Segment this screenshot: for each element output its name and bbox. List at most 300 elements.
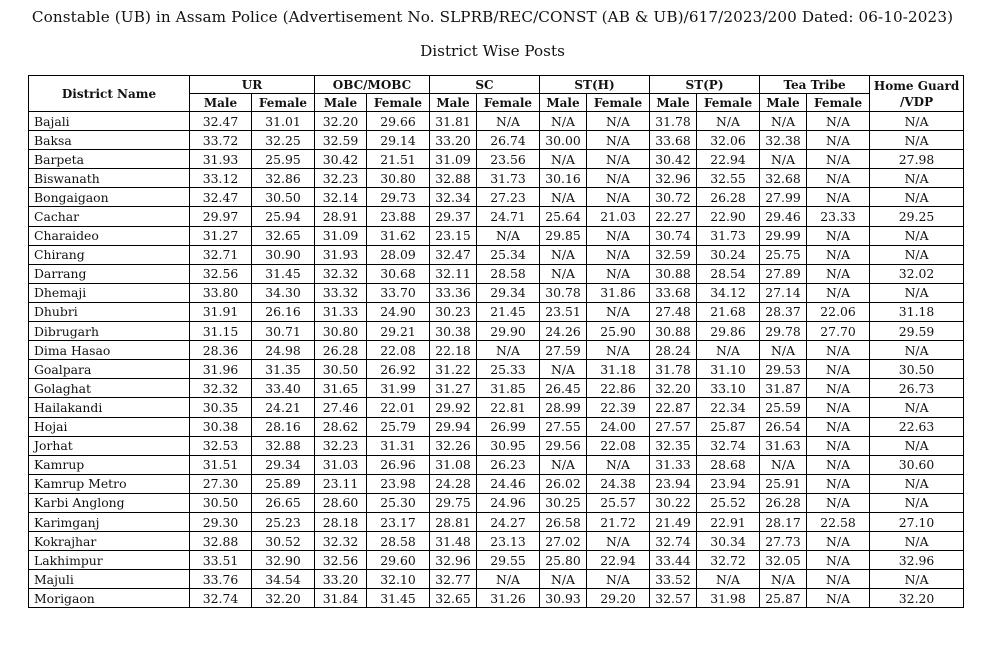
value-cell: 32.34 [430,188,477,207]
value-cell: 31.10 [697,360,760,379]
value-cell: 31.09 [315,226,367,245]
value-cell: 31.85 [477,379,540,398]
subheader-female: Female [252,94,315,112]
value-cell: 31.08 [430,455,477,474]
value-cell: 30.22 [650,493,697,512]
value-cell: N/A [807,474,870,493]
value-cell: 25.87 [697,417,760,436]
value-cell: 25.52 [697,493,760,512]
value-cell: 24.28 [430,474,477,493]
subheader-male: Male [315,94,367,112]
value-cell: N/A [807,226,870,245]
value-cell: N/A [587,245,650,264]
value-cell: 30.50 [190,493,252,512]
value-cell: 29.66 [367,112,430,131]
value-cell: 31.65 [315,379,367,398]
value-cell: 32.20 [870,589,964,608]
table-row [29,169,964,188]
subheader-female: Female [477,94,540,112]
subheader-female: Female [807,94,870,112]
value-cell: 29.25 [870,207,964,226]
value-cell: N/A [807,169,870,188]
value-cell: 32.47 [430,245,477,264]
table-row [29,283,964,302]
value-cell: N/A [870,493,964,512]
value-cell: 26.54 [760,417,807,436]
subheader-male: Male [760,94,807,112]
table-row [29,226,964,245]
district-name-cell: Kamrup Metro [29,474,190,493]
value-cell: N/A [540,264,587,283]
value-cell: 32.96 [650,169,697,188]
value-cell: 32.68 [760,169,807,188]
value-cell: N/A [587,264,650,283]
value-cell: 31.18 [870,302,964,321]
value-cell: N/A [807,417,870,436]
value-cell: 27.48 [650,302,697,321]
value-cell: 29.97 [190,207,252,226]
value-cell: N/A [807,436,870,455]
value-cell: N/A [477,341,540,360]
district-name-cell: Dhubri [29,302,190,321]
value-cell: 26.28 [697,188,760,207]
value-cell: 26.96 [367,455,430,474]
value-cell: N/A [587,570,650,589]
value-cell: 28.37 [760,302,807,321]
table-row [29,245,964,264]
table-row [29,188,964,207]
value-cell: 29.78 [760,322,807,341]
value-cell: N/A [807,398,870,417]
value-cell: 26.28 [760,493,807,512]
value-cell: 31.01 [252,112,315,131]
value-cell: 24.90 [367,302,430,321]
value-cell: 32.57 [650,589,697,608]
value-cell: N/A [587,188,650,207]
value-cell: 32.14 [315,188,367,207]
value-cell: 28.99 [540,398,587,417]
value-cell: 28.81 [430,512,477,531]
value-cell: 30.42 [650,150,697,169]
value-cell: 28.58 [367,532,430,551]
district-name-cell: Baksa [29,131,190,150]
value-cell: 32.35 [650,436,697,455]
value-cell: N/A [587,455,650,474]
value-cell: 23.94 [697,474,760,493]
value-cell: 22.34 [697,398,760,417]
value-cell: 30.78 [540,283,587,302]
value-cell: 31.73 [697,226,760,245]
value-cell: 32.74 [650,532,697,551]
value-cell: N/A [540,360,587,379]
value-cell: 31.81 [430,112,477,131]
value-cell: 25.23 [252,512,315,531]
district-name-cell: Majuli [29,570,190,589]
district-name-cell: Karbi Anglong [29,493,190,512]
value-cell: 22.87 [650,398,697,417]
value-cell: 32.65 [252,226,315,245]
value-cell: 27.55 [540,417,587,436]
value-cell: 29.55 [477,551,540,570]
value-cell: 28.16 [252,417,315,436]
value-cell: 29.90 [477,322,540,341]
value-cell: 23.15 [430,226,477,245]
value-cell: N/A [807,341,870,360]
value-cell: N/A [540,455,587,474]
value-cell: 31.27 [190,226,252,245]
value-cell: 28.54 [697,264,760,283]
value-cell: 32.56 [190,264,252,283]
value-cell: 30.38 [190,417,252,436]
district-name-cell: Lakhimpur [29,551,190,570]
value-cell: 32.32 [190,379,252,398]
value-cell: 25.80 [540,551,587,570]
value-cell: 27.99 [760,188,807,207]
value-cell: N/A [807,589,870,608]
value-cell: 29.60 [367,551,430,570]
value-cell: 33.68 [650,131,697,150]
value-cell: N/A [477,570,540,589]
value-cell: 26.16 [252,302,315,321]
value-cell: N/A [870,245,964,264]
page-title: Constable (UB) in Assam Police (Advertisement No. SLPRB/REC/CONST (AB & UB)/617/2023/200 Dated: 06-10-2023) [31,8,954,26]
value-cell: 30.35 [190,398,252,417]
value-cell: 24.00 [587,417,650,436]
value-cell: 29.46 [760,207,807,226]
district-name-cell: Goalpara [29,360,190,379]
value-cell: N/A [807,150,870,169]
value-cell: 26.65 [252,493,315,512]
value-cell: 23.98 [367,474,430,493]
value-cell: 28.17 [760,512,807,531]
value-cell: 31.45 [367,589,430,608]
value-cell: 29.56 [540,436,587,455]
page-subtitle: District Wise Posts [420,42,565,60]
value-cell: 29.14 [367,131,430,150]
district-name-cell: Karimganj [29,512,190,531]
value-cell: 32.90 [252,551,315,570]
value-cell: 30.16 [540,169,587,188]
value-cell: 23.94 [650,474,697,493]
value-cell: N/A [870,474,964,493]
value-cell: 32.59 [650,245,697,264]
value-cell: 30.38 [430,322,477,341]
value-cell: 31.86 [587,283,650,302]
value-cell: 33.10 [697,379,760,398]
district-name-cell: Barpeta [29,150,190,169]
value-cell: N/A [540,112,587,131]
value-cell: 23.11 [315,474,367,493]
value-cell: 30.24 [697,245,760,264]
value-cell: 25.89 [252,474,315,493]
value-cell: N/A [697,341,760,360]
value-cell: 32.74 [190,589,252,608]
value-cell: 32.20 [315,112,367,131]
value-cell: 31.78 [650,360,697,379]
district-name-cell: Charaideo [29,226,190,245]
value-cell: 33.80 [190,283,252,302]
value-cell: 26.45 [540,379,587,398]
value-cell: 21.68 [697,302,760,321]
value-cell: 33.20 [430,131,477,150]
value-cell: 30.80 [315,322,367,341]
value-cell: 30.50 [315,360,367,379]
value-cell: 32.88 [430,169,477,188]
value-cell: 29.34 [252,455,315,474]
value-cell: 32.56 [315,551,367,570]
value-cell: 25.64 [540,207,587,226]
value-cell: 30.34 [697,532,760,551]
value-cell: 32.96 [430,551,477,570]
value-cell: 21.72 [587,512,650,531]
value-cell: 27.23 [477,188,540,207]
value-cell: 27.73 [760,532,807,551]
value-cell: 31.51 [190,455,252,474]
value-cell: 33.51 [190,551,252,570]
value-cell: 27.10 [870,512,964,531]
value-cell: N/A [870,188,964,207]
value-cell: 24.71 [477,207,540,226]
header-ur: UR [190,76,315,94]
subheader-female: Female [367,94,430,112]
subheader-female: Female [697,94,760,112]
value-cell: 30.50 [870,360,964,379]
value-cell: 25.59 [760,398,807,417]
value-cell: 33.36 [430,283,477,302]
value-cell: 26.02 [540,474,587,493]
value-cell: 24.27 [477,512,540,531]
value-cell: N/A [870,398,964,417]
value-cell: N/A [870,570,964,589]
value-cell: 31.09 [430,150,477,169]
value-cell: 30.42 [315,150,367,169]
header-obc-mobc: OBC/MOBC [315,76,430,94]
value-cell: 25.75 [760,245,807,264]
value-cell: N/A [587,131,650,150]
district-name-cell: Darrang [29,264,190,283]
value-cell: 28.91 [315,207,367,226]
district-name-cell: Dibrugarh [29,322,190,341]
value-cell: 26.58 [540,512,587,531]
value-cell: N/A [540,570,587,589]
value-cell: 32.47 [190,112,252,131]
value-cell: 29.21 [367,322,430,341]
value-cell: 27.98 [870,150,964,169]
value-cell: 22.27 [650,207,697,226]
value-cell: 29.34 [477,283,540,302]
table-row [29,379,964,398]
value-cell: 24.98 [252,341,315,360]
value-cell: N/A [540,150,587,169]
table-row [29,493,964,512]
district-name-cell: Hailakandi [29,398,190,417]
value-cell: 32.65 [430,589,477,608]
value-cell: 32.25 [252,131,315,150]
value-cell: 25.95 [252,150,315,169]
value-cell: 30.52 [252,532,315,551]
value-cell: 24.46 [477,474,540,493]
value-cell: 33.76 [190,570,252,589]
value-cell: 31.15 [190,322,252,341]
value-cell: 32.96 [870,551,964,570]
value-cell: N/A [807,360,870,379]
value-cell: 22.90 [697,207,760,226]
value-cell: 21.49 [650,512,697,531]
value-cell: 29.86 [697,322,760,341]
value-cell: 32.59 [315,131,367,150]
district-name-cell: Kamrup [29,455,190,474]
value-cell: 30.80 [367,169,430,188]
district-name-cell: Kokrajhar [29,532,190,551]
value-cell: 32.23 [315,436,367,455]
value-cell: 31.84 [315,589,367,608]
value-cell: 29.20 [587,589,650,608]
value-cell: 30.68 [367,264,430,283]
value-cell: 32.55 [697,169,760,188]
table-row [29,207,964,226]
district-name-cell: Morigaon [29,589,190,608]
district-name-cell: Dhemaji [29,283,190,302]
value-cell: 32.10 [367,570,430,589]
value-cell: 25.34 [477,245,540,264]
value-cell: N/A [587,150,650,169]
header-sc: SC [430,76,540,94]
district-name-cell: Golaghat [29,379,190,398]
table-row [29,150,964,169]
value-cell: 32.71 [190,245,252,264]
subheader-male: Male [190,94,252,112]
value-cell: N/A [870,112,964,131]
value-cell: 26.23 [477,455,540,474]
header-home-guard: Home Guard /VDP [870,76,964,112]
value-cell: 27.14 [760,283,807,302]
value-cell: N/A [587,532,650,551]
table-row [29,551,964,570]
value-cell: 27.70 [807,322,870,341]
value-cell: 31.73 [477,169,540,188]
value-cell: 33.52 [650,570,697,589]
value-cell: N/A [697,112,760,131]
value-cell: N/A [587,341,650,360]
value-cell: 27.46 [315,398,367,417]
value-cell: 32.26 [430,436,477,455]
value-cell: 25.57 [587,493,650,512]
subheader-male: Male [430,94,477,112]
value-cell: 33.70 [367,283,430,302]
value-cell: 29.94 [430,417,477,436]
value-cell: N/A [477,226,540,245]
table-row [29,131,964,150]
value-cell: 28.36 [190,341,252,360]
table-row [29,512,964,531]
value-cell: N/A [870,169,964,188]
value-cell: N/A [760,150,807,169]
value-cell: 31.78 [650,112,697,131]
value-cell: 33.12 [190,169,252,188]
value-cell: N/A [587,226,650,245]
value-cell: 23.88 [367,207,430,226]
value-cell: 22.39 [587,398,650,417]
value-cell: N/A [870,341,964,360]
value-cell: 23.13 [477,532,540,551]
value-cell: 22.91 [697,512,760,531]
value-cell: 34.30 [252,283,315,302]
value-cell: N/A [477,112,540,131]
value-cell: 29.85 [540,226,587,245]
table-row [29,570,964,589]
value-cell: N/A [807,379,870,398]
value-cell: 24.38 [587,474,650,493]
value-cell: 22.08 [587,436,650,455]
value-cell: 22.94 [697,150,760,169]
value-cell: N/A [807,264,870,283]
value-cell: 30.90 [252,245,315,264]
value-cell: 28.60 [315,493,367,512]
value-cell: 24.26 [540,322,587,341]
value-cell: 25.79 [367,417,430,436]
value-cell: 26.28 [315,341,367,360]
value-cell: 32.06 [697,131,760,150]
value-cell: N/A [807,455,870,474]
table-row [29,302,964,321]
table-row [29,360,964,379]
value-cell: 27.57 [650,417,697,436]
value-cell: 30.93 [540,589,587,608]
value-cell: 21.45 [477,302,540,321]
value-cell: 26.73 [870,379,964,398]
value-cell: 33.20 [315,570,367,589]
value-cell: 22.18 [430,341,477,360]
subheader-male: Male [540,94,587,112]
table-row [29,532,964,551]
value-cell: N/A [870,532,964,551]
value-cell: 31.91 [190,302,252,321]
table-row [29,474,964,493]
value-cell: 32.47 [190,188,252,207]
value-cell: 26.74 [477,131,540,150]
value-cell: 29.37 [430,207,477,226]
value-cell: N/A [807,131,870,150]
value-cell: 31.26 [477,589,540,608]
value-cell: 32.72 [697,551,760,570]
value-cell: 25.90 [587,322,650,341]
value-cell: N/A [587,169,650,188]
value-cell: 32.05 [760,551,807,570]
value-cell: 29.30 [190,512,252,531]
value-cell: 32.88 [252,436,315,455]
value-cell: 24.21 [252,398,315,417]
value-cell: 31.35 [252,360,315,379]
value-cell: N/A [807,493,870,512]
value-cell: 32.20 [252,589,315,608]
value-cell: 31.31 [367,436,430,455]
value-cell: 34.54 [252,570,315,589]
table-row [29,398,964,417]
value-cell: N/A [697,570,760,589]
value-cell: N/A [807,188,870,207]
value-cell: 31.99 [367,379,430,398]
district-name-cell: Cachar [29,207,190,226]
value-cell: 33.44 [650,551,697,570]
table-row [29,264,964,283]
table-row [29,341,964,360]
table-row [29,112,964,131]
district-name-cell: Bongaigaon [29,188,190,207]
value-cell: 31.48 [430,532,477,551]
value-cell: 32.32 [315,264,367,283]
value-cell: 31.63 [760,436,807,455]
value-cell: 29.92 [430,398,477,417]
